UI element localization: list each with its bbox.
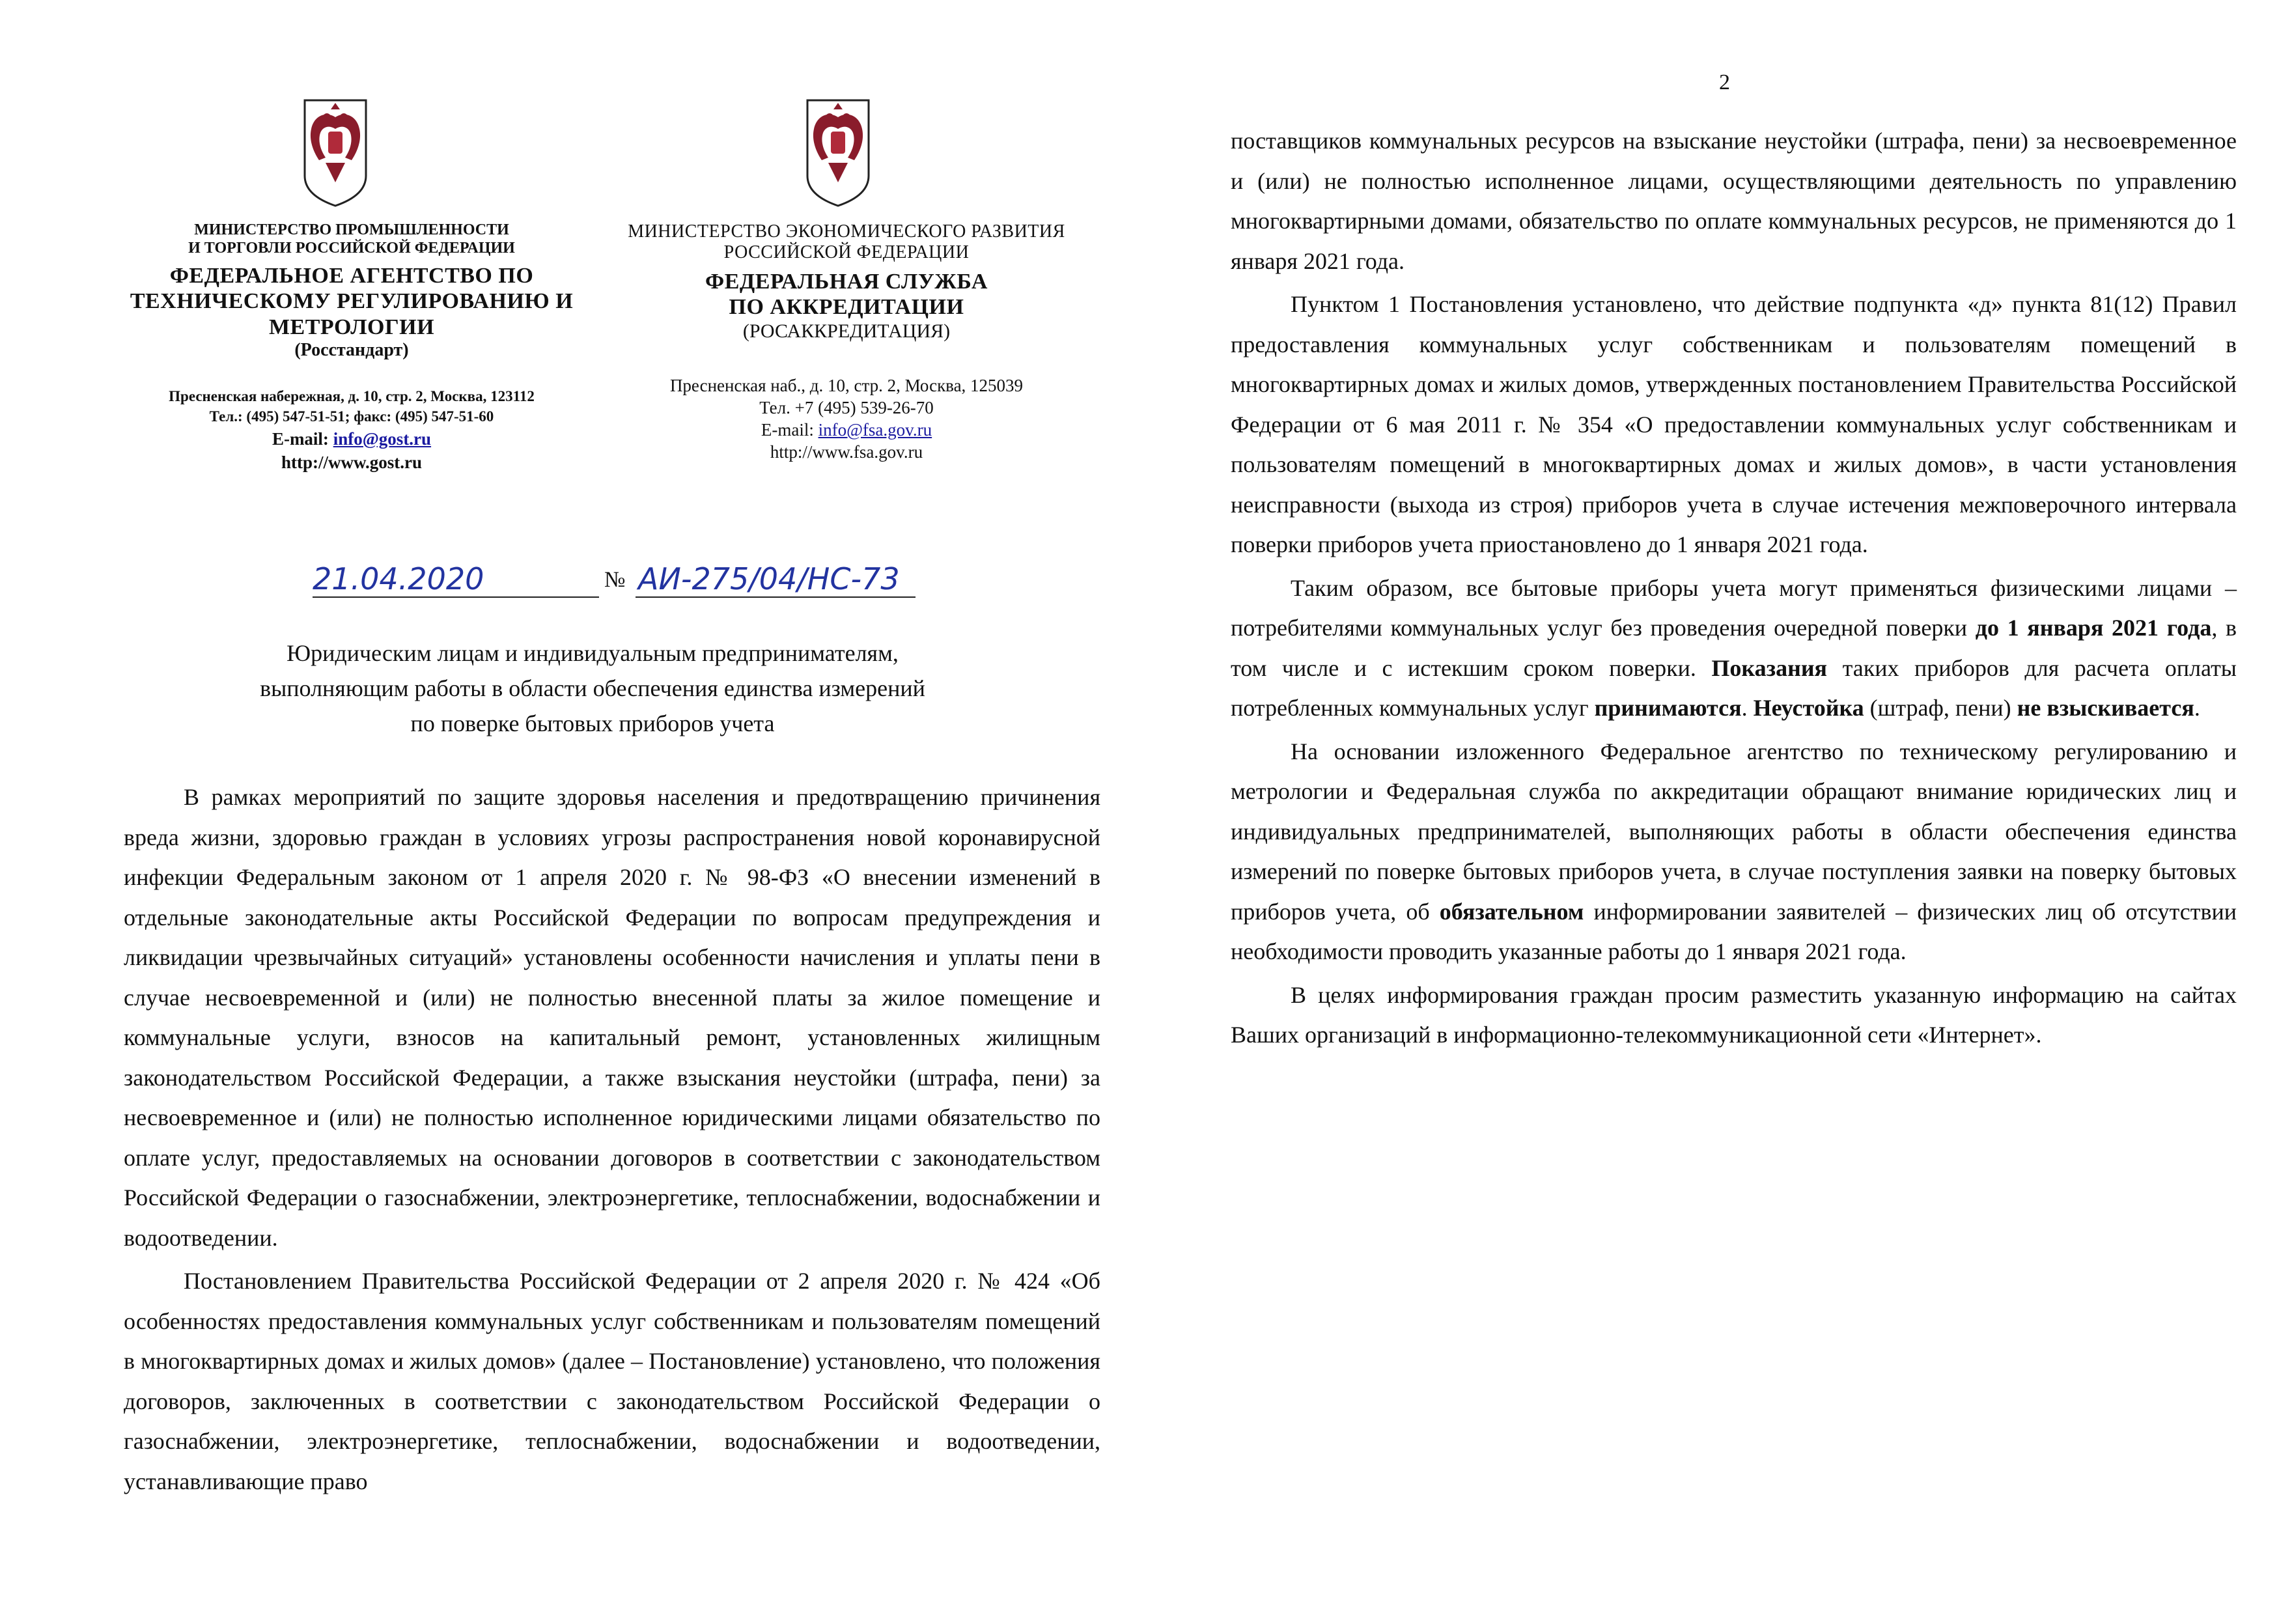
agency-name-line: ПО АККРЕДИТАЦИИ (729, 295, 964, 320)
text-run: . (2194, 695, 2200, 721)
agency-name-line: ФЕДЕРАЛЬНАЯ СЛУЖБА (705, 269, 988, 294)
phone: Тел.: (495) 547-51-51; факс: (495) 547-51-60 (209, 408, 494, 425)
body-paragraph: В рамках мероприятий по защите здоровья населения и предотвращению причинения вреда жизни, здоровью граждан в условиях угрозы распространения новой коронавирусной инфекции Федеральным законом от 1 апреля 2020 г. № 98-ФЗ «О внесении изменений в отдельные законодательные акты Российской Федерации по вопросам предупреждения и ликвидации чрезвычайных ситуаций» установлены особенности начисления и уплаты пени в случае несвоевременной и (или) не полностью внесенной платы за жилое помещение и коммунальные услуги, взносов на капитальный ремонт, установленных жилищным законодательством Российской Федерации, а также взыскания неустойки (штрафа, пени) за несвоевременное и (или) не полностью исполненное юридическими лицами обязательство по оплате услуг, предоставляемых на основании договоров в соответствии с законодательством Российской Федерации о газоснабжении, электроэнергетике, теплоснабжении, водоснабжении и водоотведении. (124, 784, 1100, 1251)
letterhead-rosaccreditation (606, 221, 1087, 463)
date-underline (313, 596, 599, 598)
addressee-line: по поверке бытовых приборов учета (410, 710, 775, 736)
ministry-name-line: МИНИСТЕРСТВО ПРОМЫШЛЕННОСТИ (194, 221, 509, 238)
text-run: . (1741, 695, 1754, 721)
email-link[interactable]: info@gost.ru (333, 429, 432, 449)
email-label: E-mail: (761, 419, 818, 440)
coat-of-arms-icon (802, 98, 874, 208)
address: Пресненская набережная, д. 10, стр. 2, Москва, 123112 (169, 388, 535, 405)
body-paragraph: Пунктом 1 Постановления установлено, что действие подпункта «д» пункта 81(12) Правил предоставления коммунальных услуг собственникам и пользователям помещений в многоквартирных домах и жилых домов, утвержденных постановлением Правительства Российской Федерации от 6 мая 2011 г. № 354 «О предоставлении коммунальных услуг собственникам и пользователям помещений в многоквартирных домах и жилых домов», в части установления неисправности (выхода из строя) приборов учета в случае истечения межповерочного интервала поверки приборов учета приостановлено до 1 января 2021 года. (1231, 291, 2237, 557)
ministry-name-line: МИНИСТЕРСТВО ЭКОНОМИЧЕСКОГО РАЗВИТИЯ (628, 221, 1065, 242)
body-paragraph (1231, 568, 2237, 729)
registration-line (313, 561, 912, 600)
agency-name-line: МЕТРОЛОГИИ (268, 315, 435, 339)
text-run: Таким образом, все бытовые приборы учета могут применяться физическими лицами – потребителями коммунальных услуг без проведения очередной поверки (1231, 574, 2237, 641)
body-paragraph: Постановлением Правительства Российской Федерации от 2 апреля 2020 г. № 424 «Об особенностях предоставления коммунальных услуг собственникам и пользователям помещений в многоквартирных домах и жилых домов» (далее – Постановление) установлено, что положения договоров, заключенных в соответствии с законодательством Российской Федерации о газоснабжении, электроэнергетике, теплоснабжении, водоснабжении и водоотведении, устанавливающие право (124, 1268, 1100, 1494)
agency-name-line: ТЕХНИЧЕСКОМУ РЕГУЛИРОВАНИЮ И (130, 289, 574, 314)
text-run: , в том числе и с истекшим сроком поверки. (1231, 615, 2237, 681)
page-number: 2 (1719, 70, 1730, 94)
bold-run: не взыскивается (2017, 695, 2194, 721)
body-paragraph: В целях информирования граждан просим разместить указанную информацию на сайтах Ваших организаций в информационно-телекоммуникационной сети «Интернет». (1231, 981, 2237, 1048)
coat-of-arms-icon (300, 98, 371, 208)
agency-name-line: ФЕДЕРАЛЬНОЕ АГЕНТСТВО ПО (169, 263, 534, 288)
address: Пресненская наб., д. 10, стр. 2, Москва, 125039 (669, 375, 1024, 395)
bold-run: Неустойка (1753, 695, 1864, 721)
text-run: информировании заявителей – физических лиц об отсутствии необходимости проводить указанные работы до 1 января 2021 года. (1231, 898, 2237, 964)
website: http://www.gost.ru (281, 453, 422, 473)
body-paragraph (1231, 732, 2237, 972)
registration-number: АИ-275/04/НС-73 (638, 561, 900, 596)
phone: Тел. +7 (495) 539-26-70 (759, 397, 934, 417)
letterhead-rosstandart (111, 221, 593, 474)
bold-run: принимаются (1594, 695, 1742, 721)
bold-run: обязательном (1439, 898, 1584, 925)
text-run: таких приборов для расчета оплаты потребленных коммунальных услуг (1231, 654, 2237, 721)
bold-run: Показания (1711, 654, 1828, 681)
email-link[interactable]: info@fsa.gov.ru (818, 419, 932, 440)
ministry-name-line: И ТОРГОВЛИ РОССИЙСКОЙ ФЕДЕРАЦИИ (188, 239, 515, 257)
registration-date: 21.04.2020 (313, 561, 484, 596)
email-label: E-mail: (272, 429, 333, 449)
email-row (111, 427, 593, 451)
text-run: (штраф, пени) (1864, 695, 2017, 721)
website: http://www.fsa.gov.ru (770, 441, 923, 462)
agency-short-name: (Росстандарт) (294, 339, 409, 360)
number-underline (636, 596, 916, 598)
contacts-block (606, 374, 1087, 463)
ministry-name-line: РОССИЙСКОЙ ФЕДЕРАЦИИ (723, 242, 970, 263)
letter-body-page-2 (1231, 121, 2237, 1056)
contacts-block (111, 387, 593, 474)
text-run: На основании изложенного Федеральное агентство по техническому регулированию и метрологии и Федеральная служба по аккредитации обращают внимание юридических лиц и индивидуальных предпринимателей, выполняющих работы в области обеспечения единства измерений по поверке бытовых приборов учета, в случае поступления заявки на поверку бытовых приборов учета, об (1231, 738, 2237, 925)
bold-run: до 1 января 2021 года (1975, 615, 2212, 641)
body-paragraph: поставщиков коммунальных ресурсов на взыскание неустойки (штрафа, пени) за несвоевременное и (или) не полностью исполненное лицами, осуществляющими деятельность по управлению многоквартирными домами, обязательство по оплате коммунальных ресурсов, не применяются до 1 января 2021 года. (1231, 128, 2237, 274)
letter-body-page-1 (124, 777, 1100, 1502)
agency-short-name: (РОСАККРЕДИТАЦИЯ) (742, 320, 951, 342)
addressee-block (156, 636, 1029, 741)
email-row (606, 419, 1087, 441)
addressee-line: Юридическим лицам и индивидуальным предпринимателям, (287, 640, 899, 666)
number-label: № (604, 568, 626, 592)
addressee-line: выполняющим работы в области обеспечения единства измерений (260, 675, 925, 701)
